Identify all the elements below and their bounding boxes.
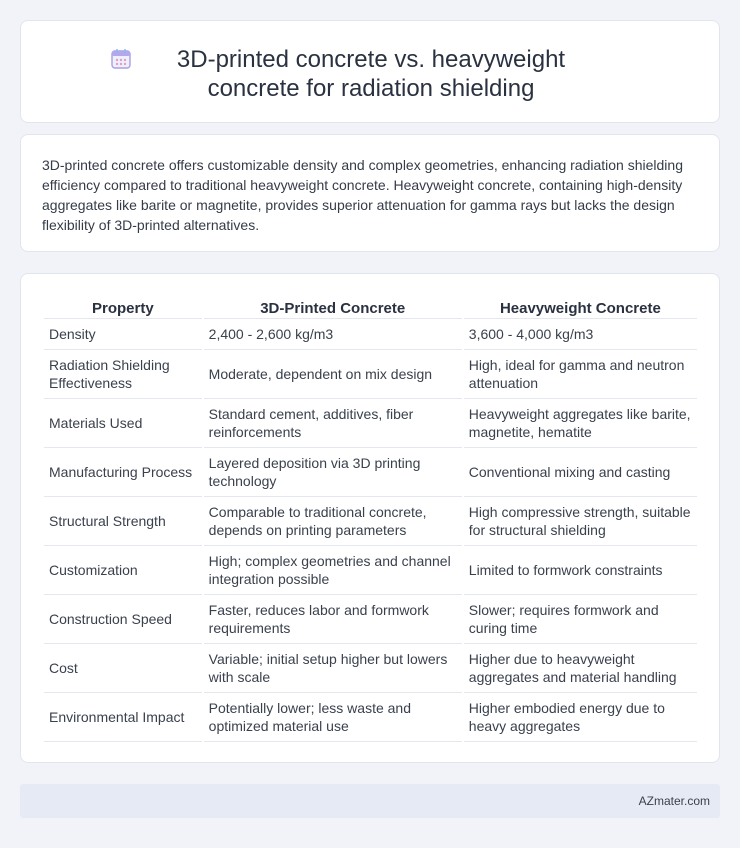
page-title: 3D-printed concrete vs. heavyweight concrete for radiation shielding xyxy=(176,46,566,102)
cell-heavyweight: Higher due to heavyweight aggregates and material handling xyxy=(464,644,697,693)
footer-bar xyxy=(20,784,720,818)
cell-3d-printed: Layered deposition via 3D printing technology xyxy=(204,448,462,497)
table-row xyxy=(44,448,697,497)
cell-3d-printed: Potentially lower; less waste and optimized material use xyxy=(204,693,462,742)
table-row xyxy=(44,399,697,448)
footer-site-link[interactable]: AZmater.com xyxy=(638,794,710,808)
cell-3d-printed: Comparable to traditional concrete, depends on printing parameters xyxy=(204,497,462,546)
table-header-row xyxy=(44,295,697,319)
cell-3d-printed: 2,400 - 2,600 kg/m3 xyxy=(204,319,462,350)
cell-heavyweight: Heavyweight aggregates like barite, magnetite, hematite xyxy=(464,399,697,448)
cell-heavyweight: 3,600 - 4,000 kg/m3 xyxy=(464,319,697,350)
intro-paragraph: 3D-printed concrete offers customizable density and complex geometries, enhancing radiation shielding efficiency compared to traditional heavyweight concrete. Heavyweight concrete, containing high-density aggregates like barite or magnetite, provides superior attenuation for gamma rays but lacks the design flexibility of 3D-printed alternatives. xyxy=(42,157,683,233)
cell-heavyweight: High, ideal for gamma and neutron attenuation xyxy=(464,350,697,399)
cell-3d-printed: Moderate, dependent on mix design xyxy=(204,350,462,399)
header-heavyweight: Heavyweight Concrete xyxy=(464,295,697,319)
table-row xyxy=(44,644,697,693)
cell-3d-printed: Variable; initial setup higher but lowers with scale xyxy=(204,644,462,693)
table-row xyxy=(44,497,697,546)
table-row xyxy=(44,350,697,399)
cell-heavyweight: Limited to formwork constraints xyxy=(464,546,697,595)
title-card xyxy=(20,20,720,123)
header-3d-printed: 3D-Printed Concrete xyxy=(204,295,462,319)
cell-property: Density xyxy=(44,319,202,350)
cell-3d-printed: Standard cement, additives, fiber reinforcements xyxy=(204,399,462,448)
cell-property: Radiation Shielding Effectiveness xyxy=(44,350,202,399)
comparison-table xyxy=(42,295,699,742)
cell-property: Structural Strength xyxy=(44,497,202,546)
cell-property: Materials Used xyxy=(44,399,202,448)
cell-3d-printed: High; complex geometries and channel integration possible xyxy=(204,546,462,595)
cell-heavyweight: Slower; requires formwork and curing time xyxy=(464,595,697,644)
cell-3d-printed: Faster, reduces labor and formwork requirements xyxy=(204,595,462,644)
cell-heavyweight: Higher embodied energy due to heavy aggregates xyxy=(464,693,697,742)
table-row xyxy=(44,693,697,742)
cell-property: Cost xyxy=(44,644,202,693)
header-property: Property xyxy=(44,295,202,319)
table-row xyxy=(44,319,697,350)
comparison-card xyxy=(20,273,720,763)
cell-property: Manufacturing Process xyxy=(44,448,202,497)
cell-heavyweight: High compressive strength, suitable for structural shielding xyxy=(464,497,697,546)
cell-property: Construction Speed xyxy=(44,595,202,644)
cell-heavyweight: Conventional mixing and casting xyxy=(464,448,697,497)
intro-card xyxy=(20,134,720,252)
table-row xyxy=(44,595,697,644)
cell-property: Environmental Impact xyxy=(44,693,202,742)
cell-property: Customization xyxy=(44,546,202,595)
table-row xyxy=(44,546,697,595)
